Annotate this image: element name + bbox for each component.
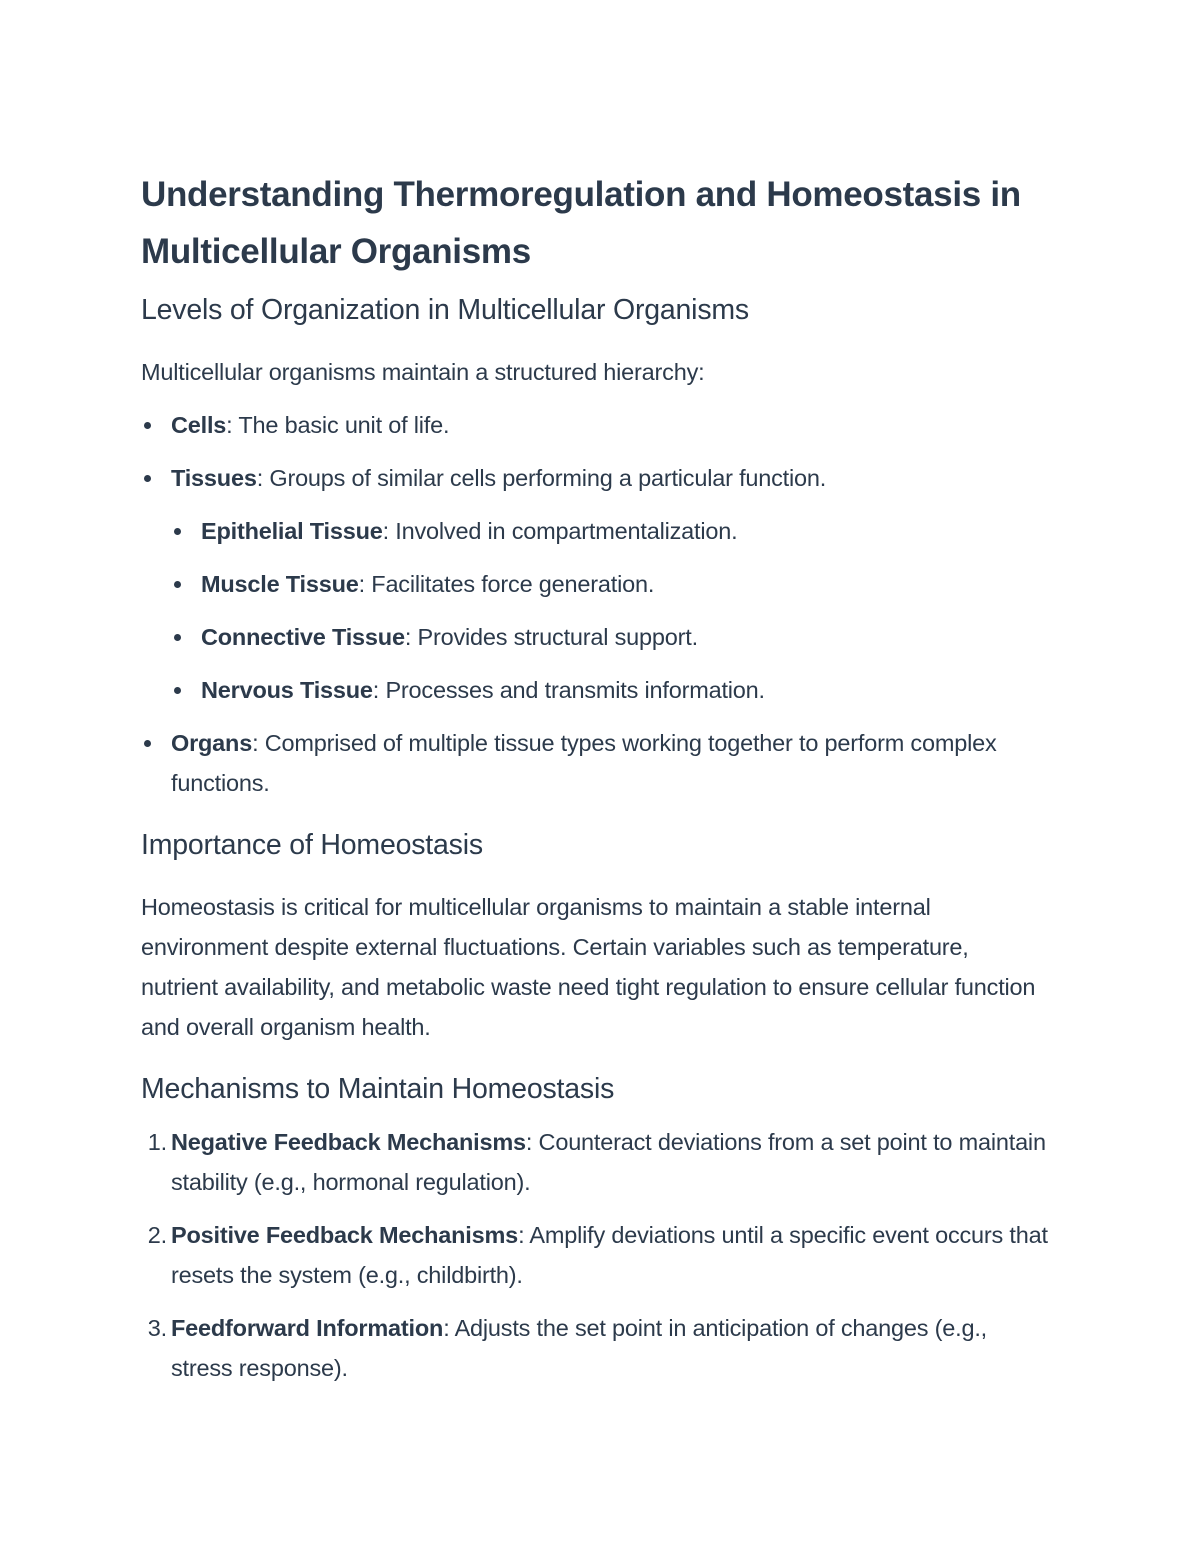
list-item-epithelial (171, 511, 1051, 551)
desc-nervous: : Processes and transmits information. (372, 677, 765, 703)
desc-positive-feedback: : Amplify deviations until a specific event occurs that resets the system (e.g., childbirth). (171, 1222, 1048, 1288)
mechanism-item-positive (141, 1215, 1051, 1295)
levels-intro: Multicellular organisms maintain a structured hierarchy: (141, 359, 705, 385)
term-feedforward: Feedforward Information (171, 1315, 444, 1341)
list-item-nervous (171, 670, 1051, 710)
term-negative-feedback: Negative Feedback Mechanisms (171, 1129, 526, 1155)
term-muscle: Muscle Tissue (201, 571, 359, 597)
desc-connective: : Provides structural support. (404, 624, 698, 650)
term-epithelial: Epithelial Tissue (201, 518, 383, 544)
item-number: 2. (147, 1222, 167, 1248)
importance-paragraph: Homeostasis is critical for multicellular organisms to maintain a stable internal environment despite external fluctuations. Certain variables such as temperature, nutrient availability, and metabolic waste need tight regulation to ensure cellular function and overall organism health. (141, 894, 1036, 1040)
term-tissues: Tissues (171, 465, 257, 491)
mechanism-item-feedforward (141, 1308, 1051, 1388)
item-number: 1. (147, 1129, 167, 1155)
section-heading-levels: Levels of Organization in Multicellular Organisms (141, 294, 749, 326)
item-number: 3. (147, 1315, 167, 1341)
tissue-types-list (171, 511, 1051, 710)
organization-list (141, 405, 1051, 803)
section-heading-importance: Importance of Homeostasis (141, 829, 483, 861)
desc-tissues: : Groups of similar cells performing a particular function. (256, 465, 827, 491)
term-connective: Connective Tissue (201, 624, 405, 650)
list-item-muscle (171, 564, 1051, 604)
list-item-tissues (141, 458, 1051, 710)
term-positive-feedback: Positive Feedback Mechanisms (171, 1222, 519, 1248)
mechanism-item-negative (141, 1122, 1051, 1202)
list-item-organs (141, 723, 1051, 803)
page-title: Understanding Thermoregulation and Homeostasis in Multicellular Organisms (141, 175, 1021, 271)
desc-cells: : The basic unit of life. (226, 412, 450, 438)
document-page (141, 166, 1051, 1388)
desc-muscle: : Facilitates force generation. (358, 571, 655, 597)
list-item-connective (171, 617, 1051, 657)
desc-organs: : Comprised of multiple tissue types working together to perform complex functions. (171, 730, 997, 796)
term-nervous: Nervous Tissue (201, 677, 373, 703)
mechanisms-list (141, 1122, 1051, 1388)
term-cells: Cells (171, 412, 227, 438)
term-organs: Organs (171, 730, 253, 756)
desc-epithelial: : Involved in compartmentalization. (382, 518, 738, 544)
section-heading-mechanisms: Mechanisms to Maintain Homeostasis (141, 1073, 615, 1105)
desc-feedforward: : Adjusts the set point in anticipation of changes (e.g., stress response). (171, 1315, 988, 1381)
desc-negative-feedback: : Counteract deviations from a set point to maintain stability (e.g., hormonal regulation). (171, 1129, 1046, 1195)
list-item-cells (141, 405, 1051, 445)
